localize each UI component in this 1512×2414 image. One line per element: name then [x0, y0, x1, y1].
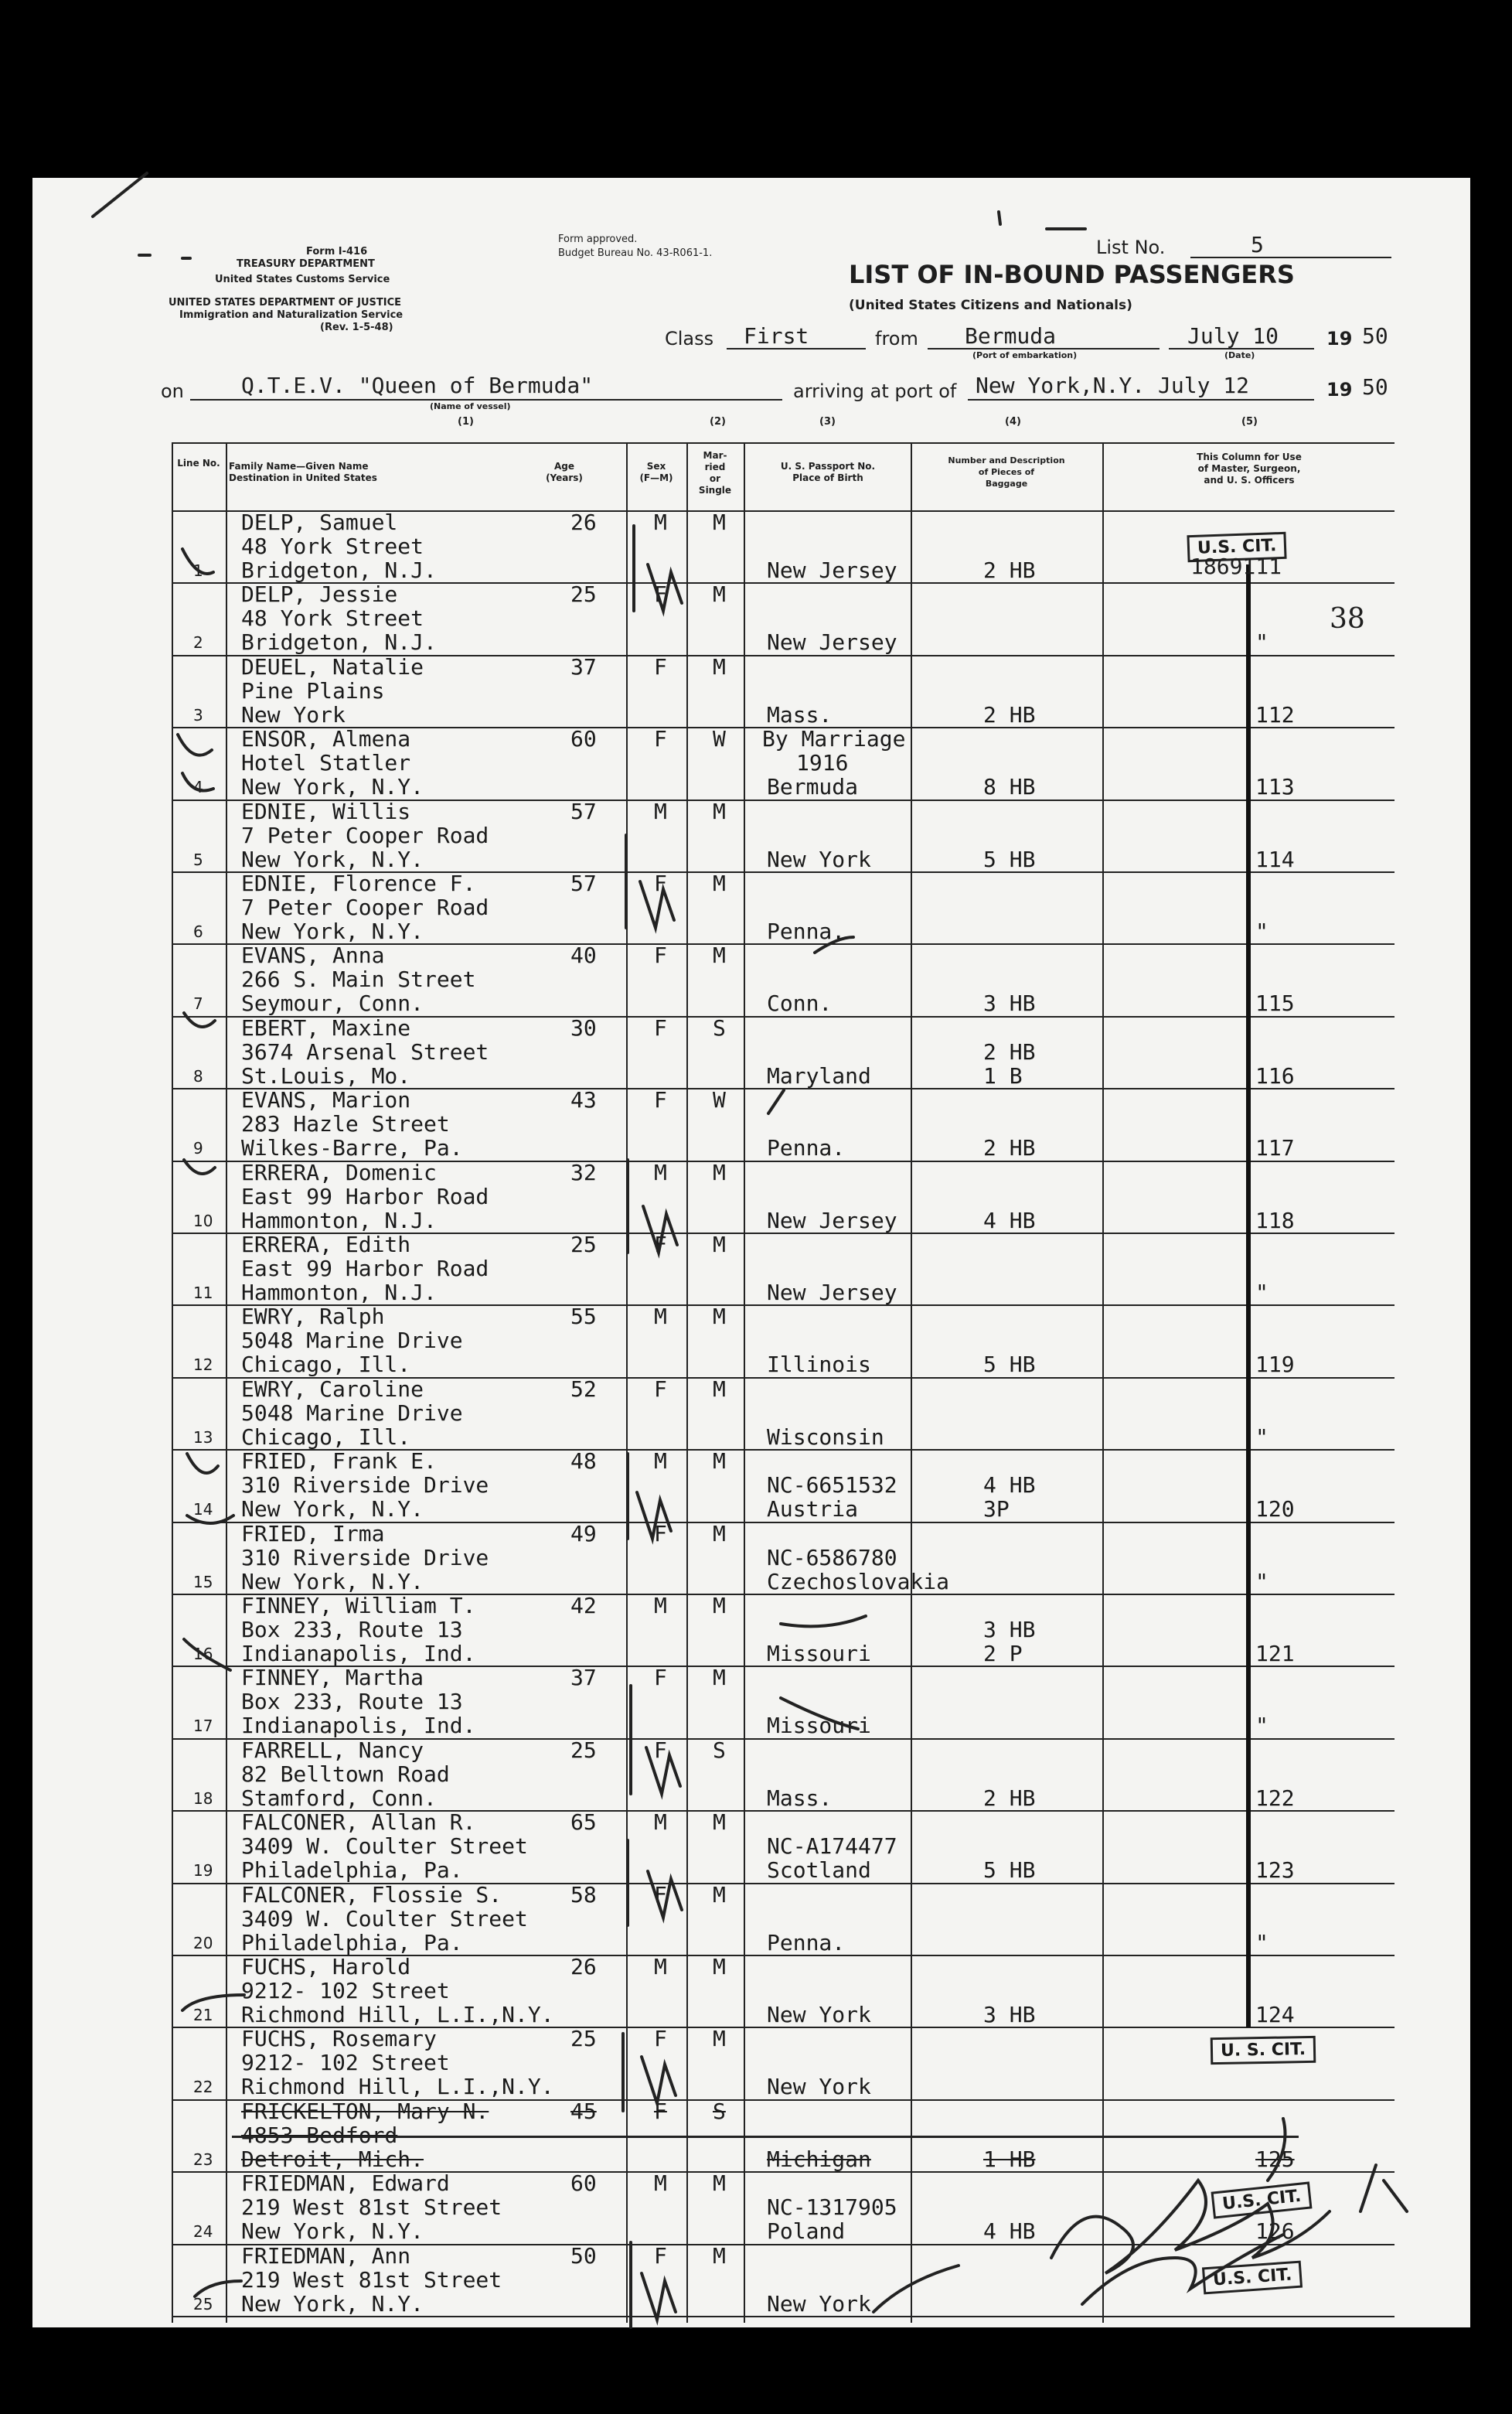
col-header-name: Family Name—Given Name Destination in United States	[229, 461, 377, 483]
passenger-address: 48 York Street	[241, 534, 424, 559]
col-header-sex: Sex (F—M)	[639, 461, 673, 483]
passenger-sex: F	[654, 1737, 667, 1763]
passenger-name: FRIED, Frank E.	[241, 1448, 437, 1475]
port-caption: (Port of embarkation)	[972, 350, 1078, 360]
us-cit-stamp-mid: U. S. CIT.	[1211, 2036, 1316, 2065]
passenger-name: FALCONER, Flossie S.	[241, 1881, 502, 1908]
officer-number: 126	[1255, 2218, 1295, 2245]
passenger-marital: M	[713, 1520, 726, 1546]
passenger-age: 37	[570, 653, 597, 680]
year-value: 50	[1362, 323, 1388, 349]
officer-number: "	[1255, 1568, 1269, 1594]
passenger-address: Box 233, Route 13	[241, 1617, 463, 1642]
passenger-name: FINNEY, William T.	[241, 1593, 476, 1618]
birthplace: Missouri	[767, 1713, 871, 1739]
passenger-age: 25	[570, 581, 597, 608]
passenger-sex: M	[654, 1954, 667, 1979]
passport-number: NC-6586780	[767, 1544, 897, 1570]
date-caption: (Date)	[1224, 350, 1255, 360]
officer-number: "	[1255, 919, 1269, 944]
us-cit-stamp-bottom-1: U.S. CIT.	[1211, 2181, 1313, 2218]
passenger-age: 26	[570, 510, 597, 535]
passport-number: NC-A174477	[767, 1833, 897, 1860]
passenger-marital: M	[713, 2242, 726, 2269]
birthplace: New York	[767, 2074, 871, 2100]
passenger-marital: M	[713, 798, 726, 824]
passenger-city: Bridgeton, N.J.	[241, 557, 437, 583]
officer-number: 119	[1255, 1352, 1295, 1378]
passenger-marital: W	[713, 726, 726, 752]
date-value: July 10	[1187, 323, 1279, 349]
officer-number: 116	[1255, 1062, 1295, 1089]
baggage-line-2: 3P	[983, 1496, 1010, 1522]
birthplace: New York	[767, 2002, 871, 2027]
passenger-address: 82 Belltown Road	[241, 1761, 450, 1787]
officer-number: 121	[1255, 1641, 1295, 1666]
birthplace: Mass.	[767, 1785, 833, 1811]
passenger-sex: F	[654, 1232, 667, 1257]
passenger-age: 37	[570, 1665, 597, 1691]
passenger-address: 310 Riverside Drive	[241, 1544, 489, 1570]
passenger-marital: M	[713, 1881, 726, 1908]
passenger-sex: F	[654, 2098, 667, 2124]
passenger-name: ENSOR, Almena	[241, 726, 411, 752]
passenger-sex: F	[654, 653, 667, 680]
passenger-name: DEUEL, Natalie	[241, 653, 424, 680]
passenger-address: 7 Peter Cooper Road	[241, 822, 489, 848]
passenger-address: Hotel Statler	[241, 750, 411, 776]
us-cit-stamp-bottom-2: U.S. CIT.	[1202, 2261, 1303, 2295]
baggage-line-2: 2 P	[983, 1641, 1023, 1666]
baggage-line-2: 3 HB	[983, 2002, 1036, 2027]
passenger-name: DELP, Samuel	[241, 510, 398, 535]
line-number: 8	[193, 1066, 203, 1086]
officer-number: 112	[1255, 701, 1295, 728]
passenger-city: Richmond Hill, L.I.,N.Y.	[241, 2002, 554, 2027]
passenger-sex: M	[654, 1448, 667, 1475]
passenger-name: FRIEDMAN, Ann	[241, 2242, 411, 2269]
passenger-age: 32	[570, 1159, 597, 1185]
baggage-line-2: 5 HB	[983, 846, 1036, 872]
col-header-baggage: Number and Description of Pieces of Baggage	[948, 455, 1065, 489]
passenger-sex: F	[654, 1087, 667, 1113]
passenger-marital: W	[713, 1087, 726, 1113]
line-number: 6	[193, 922, 203, 941]
birthplace: New York	[767, 846, 871, 872]
passenger-city: New York, N.Y.	[241, 2290, 424, 2317]
officer-number: "	[1255, 1424, 1269, 1450]
line-number: 17	[193, 1717, 213, 1736]
passenger-city: Wilkes-Barre, Pa.	[241, 1135, 463, 1161]
passenger-name: FUCHS, Rosemary	[241, 2026, 437, 2052]
birthplace: New York	[767, 2290, 871, 2317]
line-number: 15	[193, 1572, 213, 1591]
passport-number: 1916	[796, 750, 849, 776]
us-cit-stamp-top: U.S. CIT.	[1187, 532, 1287, 562]
passenger-sex: F	[654, 1014, 667, 1041]
baggage-line-2: 1 HB	[983, 2146, 1036, 2172]
birthplace: New Jersey	[767, 1207, 897, 1233]
officer-number: 115	[1255, 990, 1295, 1017]
passport-note: By Marriage	[762, 726, 906, 752]
customs-label: United States Customs Service	[215, 274, 390, 285]
birthplace: Wisconsin	[767, 1424, 884, 1450]
passenger-marital: M	[713, 2026, 726, 2052]
passenger-age: 60	[570, 2170, 597, 2197]
baggage-line-2: 5 HB	[983, 1857, 1036, 1884]
passenger-age: 55	[570, 1304, 597, 1330]
passenger-marital: M	[713, 943, 726, 969]
passenger-name: FALCONER, Allan R.	[241, 1809, 476, 1836]
birthplace: Czechoslovakia	[767, 1568, 950, 1594]
birthplace: Michigan	[767, 2146, 871, 2172]
passenger-marital: M	[713, 1376, 726, 1402]
birthplace: New Jersey	[767, 1280, 897, 1305]
passenger-city: St.Louis, Mo.	[241, 1062, 411, 1089]
passenger-address: East 99 Harbor Road	[241, 1256, 489, 1281]
arrival-port: New York,N.Y. July 12	[976, 373, 1250, 398]
passenger-address: 5048 Marine Drive	[241, 1400, 463, 1426]
officer-number: 114	[1255, 846, 1295, 872]
passenger-name: EBERT, Maxine	[241, 1014, 411, 1041]
passenger-city: Seymour, Conn.	[241, 990, 424, 1017]
birthplace: New Jersey	[767, 629, 897, 656]
passenger-age: 45	[570, 2098, 597, 2124]
line-number: 18	[193, 1788, 213, 1808]
passenger-name: FRIEDMAN, Edward	[241, 2170, 450, 2197]
passenger-age: 25	[570, 1232, 597, 1257]
on-label: on	[161, 380, 184, 402]
officer-number: 124	[1255, 2002, 1295, 2027]
passenger-sex: F	[654, 726, 667, 752]
class-label: Class	[665, 328, 714, 349]
passenger-city: New York, N.Y.	[241, 1496, 424, 1522]
passenger-address: 3674 Arsenal Street	[241, 1038, 489, 1065]
baggage-line-2: 4 HB	[983, 1207, 1036, 1233]
passenger-sex: F	[654, 871, 667, 896]
passenger-marital: M	[713, 1665, 726, 1691]
line-number: 25	[193, 2294, 213, 2313]
passenger-sex: M	[654, 798, 667, 824]
baggage-line-2: 2 HB	[983, 701, 1036, 728]
passport-number: NC-1317905	[767, 2194, 897, 2221]
passenger-sex: F	[654, 1376, 667, 1402]
passenger-sex: M	[654, 1593, 667, 1618]
passenger-city: Hammonton, N.J.	[241, 1280, 437, 1305]
birthplace: Penna.	[767, 1135, 846, 1161]
officer-number: 117	[1255, 1135, 1295, 1161]
passenger-name: EVANS, Anna	[241, 943, 385, 969]
passport-number: NC-6651532	[767, 1472, 897, 1499]
us-cit-stamp-number: 1869111	[1190, 554, 1282, 579]
passenger-marital: S	[713, 1737, 726, 1763]
birthplace: Mass.	[767, 701, 833, 728]
passenger-age: 60	[570, 726, 597, 752]
passenger-city: New York, N.Y.	[241, 2218, 424, 2245]
birthplace: Conn.	[767, 990, 833, 1017]
treasury-label: TREASURY DEPARTMENT	[237, 258, 375, 270]
line-number: 12	[193, 1355, 213, 1375]
line-number: 5	[193, 850, 203, 869]
passenger-marital: M	[713, 1232, 726, 1257]
list-no-label: List No.	[1096, 237, 1166, 258]
passenger-address: Pine Plains	[241, 677, 385, 704]
passenger-name: EVANS, Marion	[241, 1087, 411, 1113]
passenger-city: Chicago, Ill.	[241, 1352, 411, 1378]
birthplace: Missouri	[767, 1641, 871, 1666]
passenger-marital: M	[713, 2170, 726, 2197]
passenger-city: New York, N.Y.	[241, 919, 424, 944]
passenger-name: FRIED, Irma	[241, 1520, 385, 1546]
col-number-5: (5)	[1241, 416, 1258, 428]
officer-number: 120	[1255, 1496, 1295, 1522]
passenger-sex: F	[654, 1881, 667, 1908]
passenger-marital: M	[713, 581, 726, 608]
passenger-name: EWRY, Ralph	[241, 1304, 385, 1330]
passenger-city: New York, N.Y.	[241, 846, 424, 872]
passenger-address: 283 Hazle Street	[241, 1111, 450, 1137]
officer-number: 125	[1255, 2146, 1295, 2172]
col-number-1: (1)	[458, 416, 474, 428]
birthplace: Maryland	[767, 1062, 871, 1089]
passenger-city: New York, N.Y.	[241, 1568, 424, 1594]
birthplace: Scotland	[767, 1857, 871, 1884]
baggage-line-2: 2 HB	[983, 1785, 1036, 1811]
passenger-city: New York	[241, 701, 346, 728]
passenger-city: Chicago, Ill.	[241, 1424, 411, 1450]
line-number: 13	[193, 1427, 213, 1447]
line-number: 14	[193, 1500, 213, 1519]
line-number: 22	[193, 2078, 213, 2097]
baggage-line-1: 4 HB	[983, 1472, 1036, 1499]
passenger-city: Philadelphia, Pa.	[241, 1929, 463, 1955]
rev-label: (Rev. 1-5-48)	[320, 322, 393, 333]
baggage-line-2: 8 HB	[983, 774, 1036, 800]
passenger-marital: S	[713, 2098, 726, 2124]
passenger-name: FRICKELTON, Mary N.	[241, 2098, 489, 2124]
passenger-marital: M	[713, 1809, 726, 1836]
manifest-subtitle: (United States Citizens and Nationals)	[849, 298, 1132, 313]
officer-number: 113	[1255, 774, 1295, 800]
baggage-line-2: 2 HB	[983, 1135, 1036, 1161]
passenger-address: 48 York Street	[241, 605, 424, 632]
birthplace: New Jersey	[767, 557, 897, 583]
birthplace: Penna.	[767, 919, 846, 944]
ins-label: Immigration and Naturalization Service	[179, 309, 404, 321]
officer-number: "	[1255, 629, 1269, 656]
officer-number: "	[1255, 1929, 1269, 1955]
arrival-year-prefix: 19	[1326, 379, 1353, 401]
passenger-sex: M	[654, 1304, 667, 1330]
vessel-caption: (Name of vessel)	[430, 401, 511, 411]
line-number: 1	[193, 561, 203, 580]
passenger-name: DELP, Jessie	[241, 581, 398, 608]
passenger-age: 57	[570, 798, 597, 824]
col-header-officers: This Column for Use of Master, Surgeon, and U. S. Officers	[1197, 452, 1302, 486]
passenger-age: 30	[570, 1014, 597, 1041]
passenger-age: 58	[570, 1881, 597, 1908]
tick-mark	[999, 212, 1000, 224]
col-header-married: Mar- ried or Single	[698, 450, 732, 496]
passenger-sex: F	[654, 1665, 667, 1691]
passenger-marital: M	[713, 1304, 726, 1330]
col-header-line: Line No.	[177, 458, 220, 469]
arriving-label: arriving at port of	[793, 380, 957, 402]
passenger-sex: F	[654, 581, 667, 608]
birthplace: Bermuda	[767, 774, 859, 800]
passenger-age: 52	[570, 1376, 597, 1402]
col-header-age: Age (Years)	[546, 461, 583, 483]
budget-bureau: Budget Bureau No. 43-R061-1.	[558, 247, 713, 259]
passenger-name: EDNIE, Florence F.	[241, 871, 476, 896]
list-no-value: 5	[1251, 232, 1264, 257]
passenger-marital: M	[713, 1593, 726, 1618]
line-number: 3	[193, 705, 203, 725]
officer-number: 122	[1255, 1785, 1295, 1811]
line-number: 24	[193, 2222, 213, 2242]
passenger-name: ERRERA, Domenic	[241, 1159, 437, 1185]
passenger-age: 48	[570, 1448, 597, 1475]
passenger-address: 219 West 81st Street	[241, 2266, 502, 2293]
passenger-address: 7 Peter Cooper Road	[241, 895, 489, 920]
passenger-marital: S	[713, 1014, 726, 1041]
officer-number: 118	[1255, 1207, 1295, 1233]
passenger-name: FARRELL, Nancy	[241, 1737, 424, 1763]
baggage-line-2: 3 HB	[983, 990, 1036, 1017]
passenger-sex: M	[654, 1809, 667, 1836]
col-number-2: (2)	[710, 416, 726, 428]
passenger-sex: M	[654, 2170, 667, 2197]
passenger-age: 65	[570, 1809, 597, 1836]
passenger-address: 266 S. Main Street	[241, 967, 476, 993]
passenger-name: ERRERA, Edith	[241, 1232, 411, 1257]
birthplace: Penna.	[767, 1929, 846, 1955]
passenger-sex: F	[654, 2242, 667, 2269]
passenger-city: Stamford, Conn.	[241, 1785, 437, 1811]
passenger-address: 5048 Marine Drive	[241, 1328, 463, 1354]
arrival-year: 50	[1362, 374, 1388, 400]
from-value: Bermuda	[965, 323, 1057, 349]
passenger-sex: M	[654, 510, 667, 535]
line-number: 19	[193, 1861, 213, 1880]
class-value: First	[744, 323, 809, 349]
col-number-3: (3)	[819, 416, 836, 428]
passenger-address: 4853 Bedford	[241, 2122, 398, 2148]
passenger-name: FINNEY, Martha	[241, 1665, 424, 1691]
passenger-marital: M	[713, 1954, 726, 1979]
form-number: Form I-416	[306, 246, 368, 257]
baggage-line-2: 4 HB	[983, 2218, 1036, 2245]
passenger-name: FUCHS, Harold	[241, 1954, 411, 1979]
passenger-marital: M	[713, 871, 726, 896]
line-number: 11	[193, 1284, 213, 1302]
corner-pen-mark	[93, 173, 147, 217]
line-number: 23	[193, 2150, 213, 2169]
line-number: 20	[193, 1933, 213, 1952]
passenger-age: 40	[570, 943, 597, 969]
passenger-age: 26	[570, 1954, 597, 1979]
baggage-line-1: 2 HB	[983, 1038, 1036, 1065]
birthplace: Austria	[767, 1496, 859, 1522]
passenger-address: East 99 Harbor Road	[241, 1183, 489, 1209]
officer-number: 123	[1255, 1857, 1295, 1884]
passenger-city: Hammonton, N.J.	[241, 1207, 437, 1233]
passenger-marital: M	[713, 1448, 726, 1475]
passenger-name: EDNIE, Willis	[241, 798, 411, 824]
justice-label: UNITED STATES DEPARTMENT OF JUSTICE	[169, 297, 402, 309]
passenger-city: New York, N.Y.	[241, 774, 424, 800]
passenger-address: 9212- 102 Street	[241, 1978, 450, 2003]
baggage-line-1: 3 HB	[983, 1617, 1036, 1642]
birthplace: Illinois	[767, 1352, 871, 1378]
passenger-age: 25	[570, 2026, 597, 2052]
passenger-address: Box 233, Route 13	[241, 1689, 463, 1715]
col-header-passport: U. S. Passport No. Place of Birth	[780, 461, 876, 483]
line-number: 16	[193, 1645, 213, 1663]
line-number: 21	[193, 2006, 213, 2024]
passenger-city: Indianapolis, Ind.	[241, 1641, 476, 1666]
passenger-city: Richmond Hill, L.I.,N.Y.	[241, 2074, 554, 2100]
passenger-marital: M	[713, 653, 726, 680]
passenger-address: 3409 W. Coulter Street	[241, 1833, 528, 1860]
col-number-4: (4)	[1005, 416, 1021, 428]
passenger-age: 43	[570, 1087, 597, 1113]
manifest-title: LIST OF IN-BOUND PASSENGERS	[849, 260, 1295, 289]
passenger-address: 9212- 102 Street	[241, 2050, 450, 2076]
passenger-city: Philadelphia, Pa.	[241, 1857, 463, 1884]
passenger-address: 3409 W. Coulter Street	[241, 1905, 528, 1932]
passenger-age: 57	[570, 871, 597, 896]
passenger-address: 219 West 81st Street	[241, 2194, 502, 2221]
baggage-line-2: 2 HB	[983, 557, 1036, 583]
line-number: 2	[193, 633, 203, 653]
officer-number: "	[1255, 1713, 1269, 1739]
passenger-age: 25	[570, 1737, 597, 1763]
passenger-marital: M	[713, 1159, 726, 1185]
form-approved: Form approved.	[558, 234, 638, 245]
baggage-line-2: 5 HB	[983, 1352, 1036, 1378]
passenger-age: 50	[570, 2242, 597, 2269]
baggage-line-2: 1 B	[983, 1062, 1023, 1089]
passenger-age: 42	[570, 1593, 597, 1618]
line-number: 9	[193, 1139, 203, 1158]
year-prefix: 19	[1326, 328, 1353, 349]
line-number: 10	[193, 1211, 213, 1230]
passenger-marital: M	[713, 510, 726, 535]
passenger-age: 49	[570, 1520, 597, 1546]
passenger-sex: F	[654, 1520, 667, 1546]
passenger-sex: M	[654, 1159, 667, 1185]
passenger-city: Bridgeton, N.J.	[241, 629, 437, 656]
passenger-sex: F	[654, 943, 667, 969]
passenger-city: Indianapolis, Ind.	[241, 1713, 476, 1739]
officer-number: "	[1255, 1280, 1269, 1305]
vessel-name: Q.T.E.V. "Queen of Bermuda"	[241, 373, 594, 398]
page-mark: 38	[1330, 603, 1365, 635]
from-label: from	[875, 328, 918, 349]
passenger-address: 310 Riverside Drive	[241, 1472, 489, 1499]
line-number: 4	[193, 778, 203, 797]
passenger-city: Detroit, Mich.	[241, 2146, 424, 2172]
passenger-name: EWRY, Caroline	[241, 1376, 424, 1402]
birthplace: Poland	[767, 2218, 846, 2245]
line-number: 7	[193, 994, 203, 1014]
passenger-sex: F	[654, 2026, 667, 2052]
